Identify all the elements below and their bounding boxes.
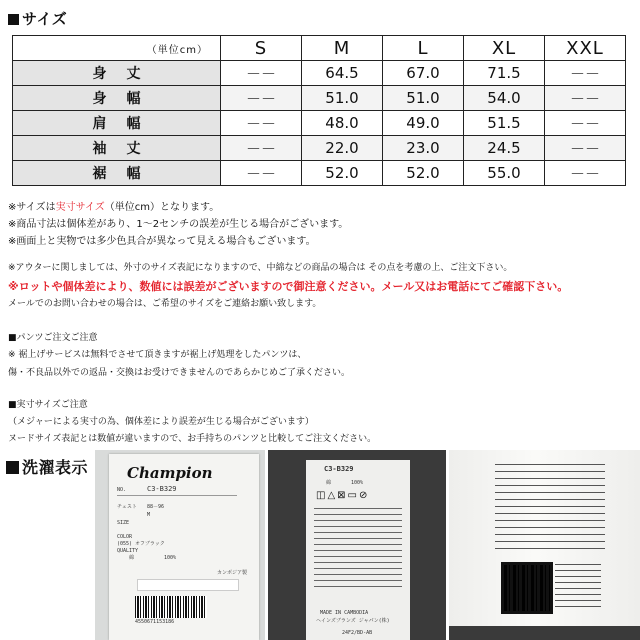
tag-origin: カンボジア製 [217,570,248,576]
table-cell: 23.0 [383,136,464,161]
care-instructions-text [314,508,402,588]
tag-size-label: SIZE [117,520,130,526]
table-cell: －－ [221,61,302,86]
hang-tag [109,454,259,640]
table-cell: 71.5 [464,61,545,86]
tag-sticker [137,579,239,591]
actual-size-note-1: （メジャーによる実寸の為、個体差により誤差が生じる場合がございます） [8,417,314,427]
wash-heading [6,455,88,478]
care-label-back-photo [449,450,640,640]
table-row [13,111,626,136]
table-cell: 64.5 [302,61,383,86]
table-cell: －－ [545,161,626,186]
size-table [12,35,626,186]
tag-color-label: COLOR [117,534,133,540]
table-cell: －－ [545,86,626,111]
column-header: XXL [545,36,626,61]
table-cell: －－ [545,61,626,86]
label-back-text [495,464,605,554]
note-email: メールでのお問い合わせの場合は、ご希望のサイズをご連絡お願い致します。 [8,299,322,309]
table-cell: 48.0 [302,111,383,136]
size-heading [8,8,67,29]
actual-size-note-2: ヌードサイズ表記とは数値が違いますので、お手持ちのパンツと比較してご注文ください。 [8,434,377,444]
tag-chest-label: チェスト [117,504,137,510]
table-cell: 22.0 [302,136,383,161]
table-cell: 49.0 [383,111,464,136]
table-cell: 54.0 [464,86,545,111]
champion-logo: Champion [127,464,213,482]
care-lot: 24F2/BD-AB [342,630,373,636]
row-label: 身幅 [13,86,221,111]
care-symbols-icon: ◫△⊠▭⊘ [316,490,370,501]
table-cell: －－ [545,111,626,136]
care-style-number: C3-B329 [324,465,354,473]
table-cell: 51.0 [383,86,464,111]
tag-style-number: C3-B329 [147,485,177,493]
qr-code-icon [501,562,553,614]
pants-title: ■パンツご注文ご注意 [8,333,98,343]
tag-chest-value: 88－96 [147,504,165,510]
note-highlight: 実寸サイズ [55,202,105,213]
table-cell: －－ [545,136,626,161]
note-color: ※画面上と実物では多少色具合が異なって見える場合もございます。 [8,236,316,247]
pants-note-2: 傷・不良品以外での返品・交換はお受けできませんのであらかじめご了承ください。 [8,368,351,378]
care-material: 綿 100% [326,480,364,486]
table-cell: 55.0 [464,161,545,186]
note-text: （単位cm）となります。 [104,202,220,213]
note-text: ※サイズは [8,202,56,213]
tag-size-value: M [147,512,151,518]
table-cell: 52.0 [383,161,464,186]
table-header-row [13,36,626,61]
table-cell: 51.5 [464,111,545,136]
pants-note-1: ※ 裾上げサービスは無料でさせて頂きますが裾上げ処理をしたパンツは、 [8,350,307,360]
note-outerwear: ※アウターに関しましては、外寸のサイズ表記になりますので、中綿などの商品の場合は その点を考慮の上、ご注文下さい。 [8,263,513,273]
tag-barcode-number: 4550671153186 [135,619,175,625]
column-header: M [302,36,383,61]
note-lot-warning: ※ロットや個体差により、数値には誤差がございますので御注意ください。メール又はお電話にてご確認下さい。 [8,280,569,293]
row-label: 袖丈 [13,136,221,161]
wash-heading-text: 洗濯表示 [22,458,89,477]
column-header: L [383,36,464,61]
square-bullet-icon [8,14,19,25]
note-actual-size [8,200,219,216]
unit-label: （単位cm） [13,36,221,61]
table-row [13,136,626,161]
hang-tag-photo [95,450,265,640]
care-label-photo [268,450,446,640]
table-cell: 24.5 [464,136,545,161]
table-cell: －－ [221,86,302,111]
tag-quality-label: QUALITY [117,548,139,554]
row-label: 身丈 [13,61,221,86]
tag-color-value: (055) オフブラック [117,541,165,547]
size-heading-text: サイズ [22,10,68,28]
fabric-edge [449,626,640,640]
table-cell: 67.0 [383,61,464,86]
care-company: ヘインズブランズ ジャパン(株) [316,618,390,624]
note-tolerance: ※商品寸法は個体差があり、1～2センチの誤差が生じる場合がございます。 [8,219,349,230]
square-bullet-icon [6,461,19,474]
row-label: 裾幅 [13,161,221,186]
table-cell: －－ [221,136,302,161]
table-cell: 52.0 [302,161,383,186]
table-row [13,161,626,186]
table-row [13,61,626,86]
tag-no-label: NO. [117,487,127,493]
tag-divider [117,495,237,496]
table-cell: 51.0 [302,86,383,111]
actual-size-title: ■実寸サイズご注意 [8,400,88,410]
care-made-in: MADE IN CAMBODIA [320,610,369,616]
table-cell: －－ [221,161,302,186]
column-header: S [221,36,302,61]
row-label: 肩幅 [13,111,221,136]
table-row [13,86,626,111]
barcode-icon [135,596,207,618]
care-label [306,460,410,640]
table-cell: －－ [221,111,302,136]
tag-quality-value: 綿 100% [129,555,177,561]
column-header: XL [464,36,545,61]
label-back-text-2 [555,564,601,610]
